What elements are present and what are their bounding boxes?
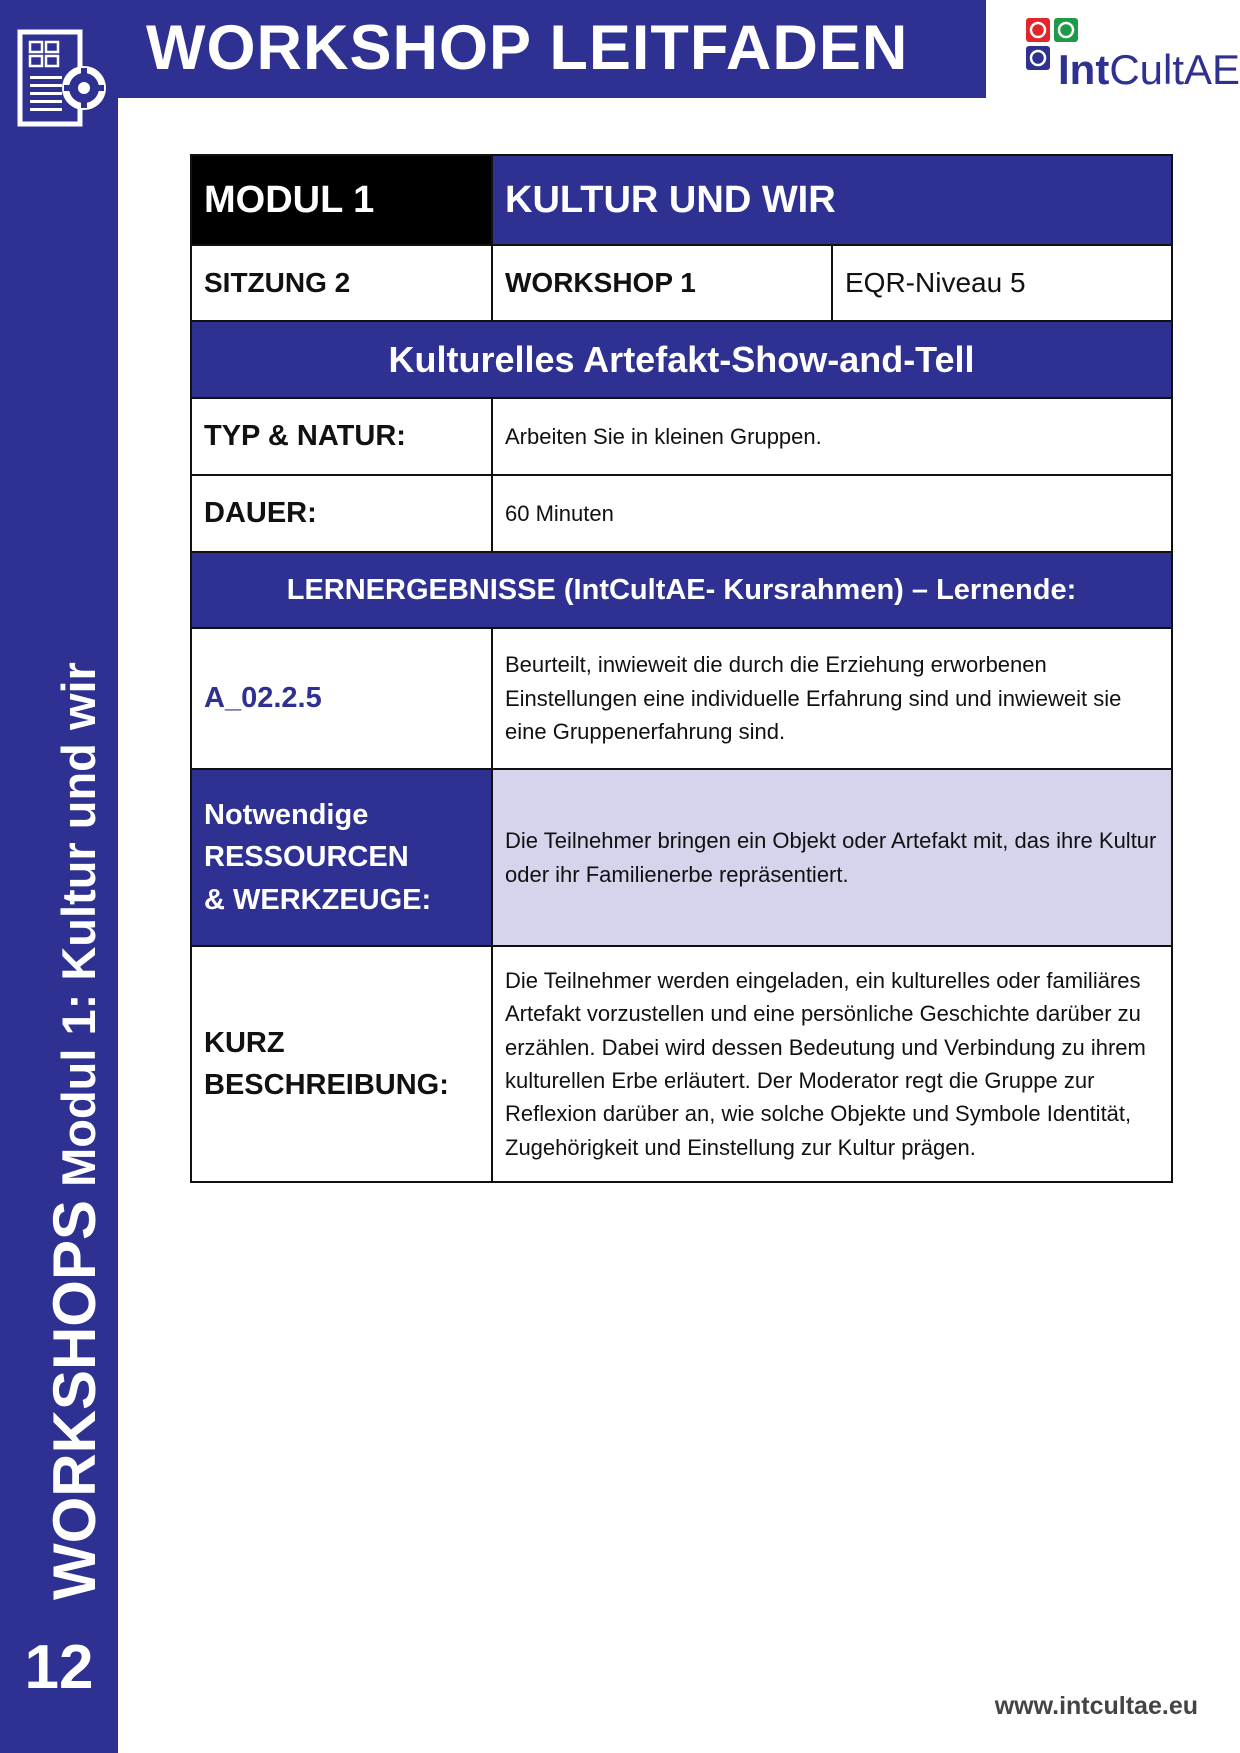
description-label-line-2: BESCHREIBUNG: xyxy=(204,1069,449,1101)
page-number: 12 xyxy=(24,1633,94,1702)
footer-url[interactable]: www.intcultae.eu xyxy=(994,1692,1198,1720)
workshop-table xyxy=(190,154,1173,1183)
resources-row xyxy=(191,769,1172,946)
outcome-row xyxy=(191,628,1172,769)
module-label: MODUL 1 xyxy=(191,155,492,245)
type-value: Arbeiten Sie in kleinen Gruppen. xyxy=(492,398,1172,475)
activity-title: Kulturelles Artefakt-Show-and-Tell xyxy=(191,321,1172,398)
session-label: SITZUNG 2 xyxy=(191,245,492,321)
workshop-label: WORKSHOP 1 xyxy=(492,245,832,321)
page-title: WORKSHOP LEITFADEN xyxy=(146,13,909,83)
eqr-level: EQR-Niveau 5 xyxy=(832,245,1172,321)
duration-row xyxy=(191,475,1172,552)
resources-label-line-1: Notwendige xyxy=(204,799,369,832)
logo-wordmark xyxy=(1058,46,1240,94)
outcomes-header-row xyxy=(191,552,1172,628)
resources-label-line-3: & WERKZEUGE: xyxy=(204,883,432,916)
module-row xyxy=(191,155,1172,245)
description-row xyxy=(191,946,1172,1182)
sidebar-rest-text: Modul 1: Kultur und wir xyxy=(52,662,105,1200)
sidebar xyxy=(0,0,118,1753)
module-title: KULTUR UND WIR xyxy=(492,155,1172,245)
duration-label: DAUER: xyxy=(191,475,492,552)
type-label: TYP & NATUR: xyxy=(191,398,492,475)
document-gear-icon xyxy=(16,26,110,130)
description-label xyxy=(191,946,492,1182)
sidebar-vertical-title xyxy=(40,662,109,1600)
resources-label-line-2: RESSOURCEN xyxy=(204,841,409,874)
resources-label xyxy=(191,769,492,946)
activity-title-row xyxy=(191,321,1172,398)
logo-text-rest: CultAE xyxy=(1109,46,1240,93)
outcome-code: A_02.2.5 xyxy=(191,628,492,769)
type-row xyxy=(191,398,1172,475)
duration-value: 60 Minuten xyxy=(492,475,1172,552)
resources-value: Die Teilnehmer bringen ein Objekt oder Artefakt mit, das ihre Kultur oder ihr Familienerbe repräsentiert. xyxy=(492,769,1172,946)
outcome-text: Beurteilt, inwieweit die durch die Erziehung erworbenen Einstellungen eine individuelle Erfahrung sind und inwieweit sie eine Gruppenerfahrung sind. xyxy=(492,628,1172,769)
sidebar-bold-text: WORKSHOPS xyxy=(41,1199,108,1600)
description-label-line-1: KURZ xyxy=(204,1026,285,1059)
description-value: Die Teilnehmer werden eingeladen, ein kulturelles oder familiäres Artefakt vorzustellen und eine persönliche Geschichte darüber zu erzählen. Dabei wird dessen Bedeutung und Verbindung zu ihrem kulturellen Erbe erläutert. Der Moderator regt die Gruppe zur Reflexion darüber an, wie solche Objekte und Symbole Identität, Zugehörigkeit und Einstellung zur Kultur prägen. xyxy=(492,946,1172,1182)
outcomes-header: LERNERGEBNISSE (IntCultAE- Kursrahmen) – Lernende: xyxy=(191,552,1172,628)
session-row xyxy=(191,245,1172,321)
logo-text-bold: Int xyxy=(1058,46,1110,93)
